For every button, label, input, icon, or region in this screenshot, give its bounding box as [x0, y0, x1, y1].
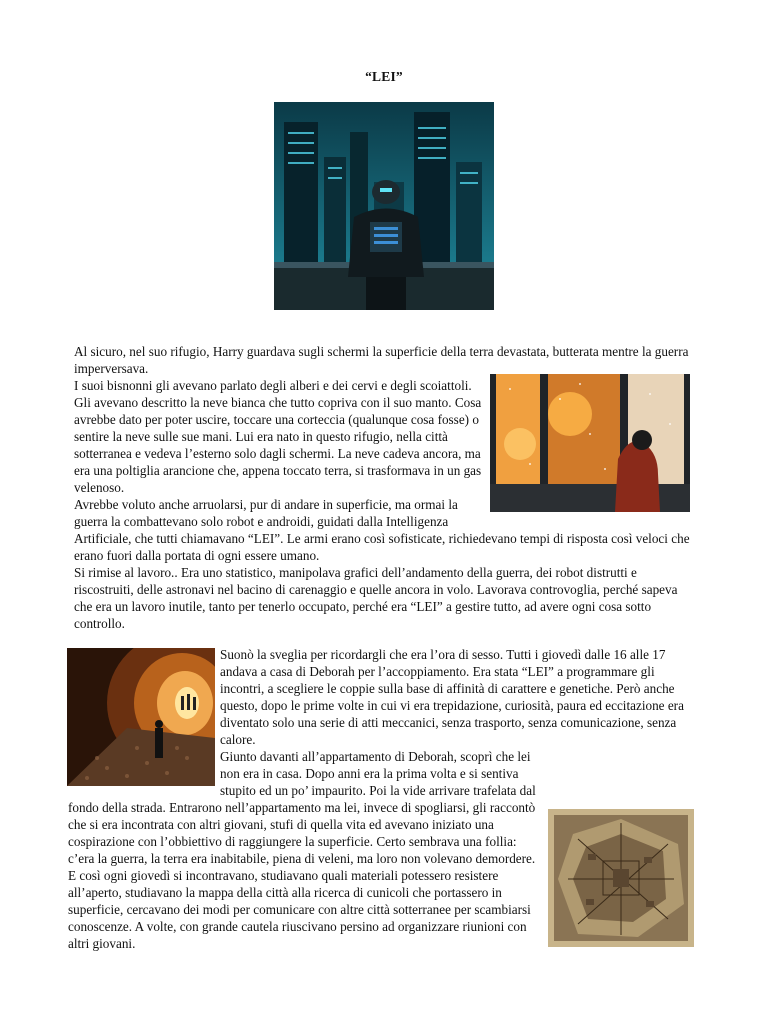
paragraph-3: Avrebbe voluto anche arruolarsi, pur di andare in superficie, ma ormai la guerra la combattevano solo robot e androidi, guidati dalla Intelligenza Artificiale, che tutti chiamavano “LEI”. Le armi erano così sofisticate, richiedevano tempi di risposta così veloci che erano fuori dalla portata di ogni essere umano. — [74, 497, 690, 563]
paragraph-1: Al sicuro, nel suo rifugio, Harry guardava sugli schermi la superficie della terra devastata, butterata mentre la guerra imperversava. — [74, 344, 689, 376]
paragraph-2: I suoi bisnonni gli avevano parlato degli alberi e dei cervi e degli scoiattoli. Gli avevano descritto la neve bianca che tutto copriva con il suo manto. Cosa avrebbe dato per poter uscire, toccare una corteccia (qualunque cosa fosse) o sentire la neve sulle sue mani. Lui era nato in questo rifugio, nella città sotterranea e vedeva l’esterno solo dagli schermi. La neve cadeva ancora, ma era una poltiglia arancione che, appena toccato terra, si trasformava in un gas velenoso. — [74, 378, 482, 495]
paragraph-6: Giunto davanti all’appartamento di Deborah, scoprì che lei non era in casa. Dopo anni era la prima volta e si sentiva stupito ed un po’ impaurito. Poi la vide arrivare trafelata dal fondo della strada. Entrarono nell’appartamento ma lei, invece di spogliarsi, gli raccontò che si era incontrata con altri giovani, stufi di quella vita ed avevano iniziato una cospirazione con l’obbiettivo di raggiungere la superficie. Certo sembrava una follia: c’era la guerra, la terra era inabitabile, piena di veleni, ma loro non volevano demordere. E così ogni giovedì si incontravano, studiavano quali materiali potessero resistere all’aperto, studiavano la mappa della città alla ricerca di cunicoli che portassero in superficie, cercavano dei modi per comunicare con altre città sotterranee per scambiarsi conoscenze. A volte, con grande cautela riuscivano persino ad organizzare riunioni con altri giovani. — [68, 749, 536, 951]
robot-city-image — [274, 102, 494, 310]
story-text-part-2 — [68, 646, 696, 952]
document-title: “LEI” — [365, 69, 403, 84]
paragraph-5: Suonò la sveglia per ricordargli che era l’ora di sesso. Tutti i giovedì dalle 16 alle 17 andava a casa di Deborah per l’accoppiamento. Era stata “LEI” a programmare gli incontri, a scegliere le coppie sulla base di affinità di carattere e genetiche. Però anche questo, dopo le prime volte in cui vi era trepidazione, curiosità, paura ed eccitazione era diventato solo una serie di atti meccanici, senza trasporto, senza comunicazione, senza calore. — [220, 647, 684, 747]
paragraph-4: Si rimise al lavoro.. Era uno statistico, manipolava grafici dell’andamento della guerra, dei robot distrutti e riscostruiti, delle astronavi nel bacino di carenaggio e quelle ancora in volo. Lavorava controvoglia, perché sapeva che era un lavoro inutile, tanto per tenerlo occupato, perché era “LEI” a gestire tutto, ad avere ogni cosa sotto controllo. — [74, 565, 678, 631]
map-image-spacer — [540, 809, 696, 951]
tunnel-image-spacer — [68, 646, 220, 788]
window-image-spacer — [486, 377, 696, 517]
story-text-part-1 — [74, 343, 696, 632]
